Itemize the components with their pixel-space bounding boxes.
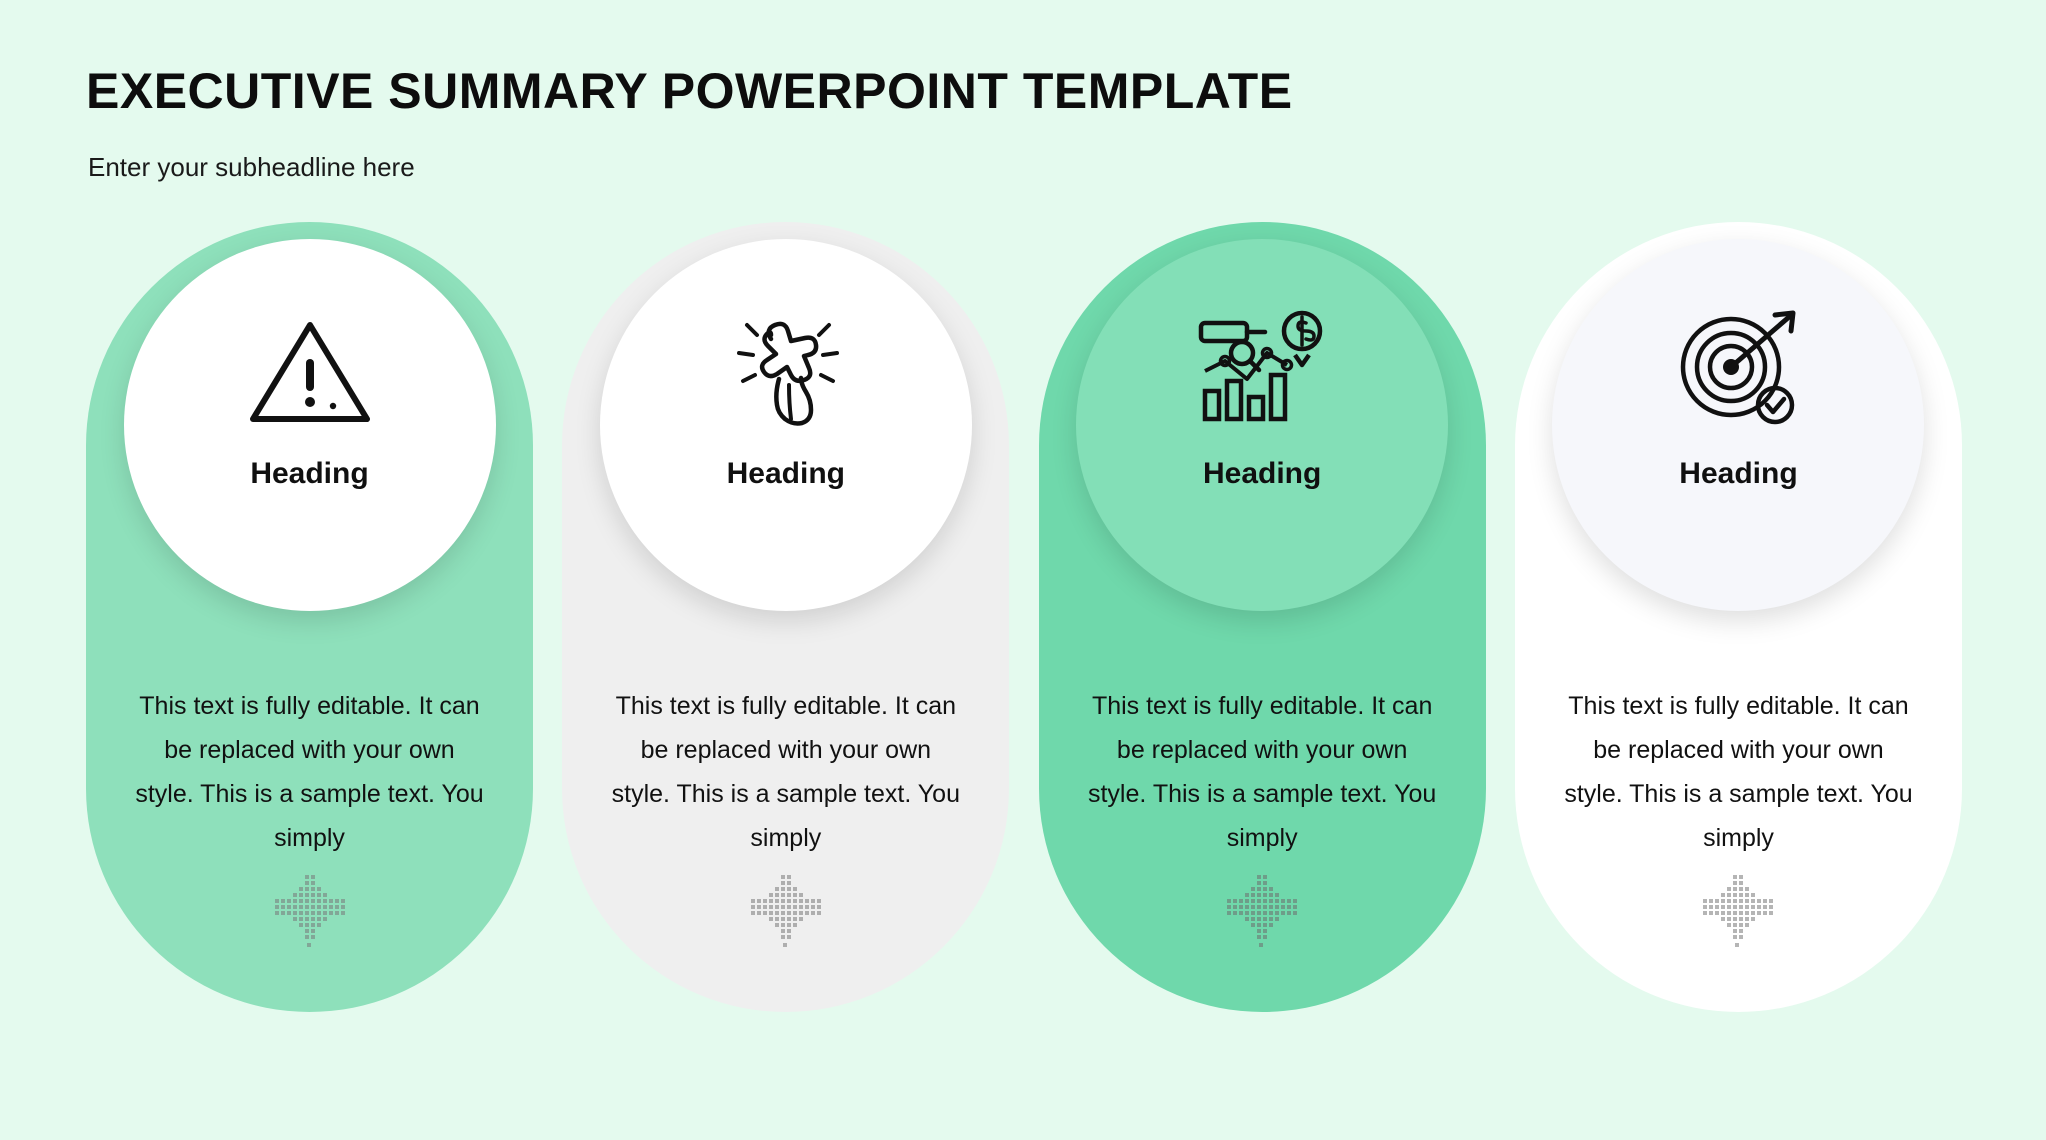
card-2-circle (600, 239, 972, 611)
card-3[interactable] (1039, 222, 1486, 1012)
dotted-plus-ornament (267, 871, 353, 957)
card-3-circle-wrap (1073, 236, 1451, 614)
card-4-circle-wrap (1549, 236, 1927, 614)
dotted-plus-ornament (743, 871, 829, 957)
card-4[interactable] (1515, 222, 1962, 1012)
dotted-plus-ornament (1219, 871, 1305, 957)
card-3-circle (1076, 239, 1448, 611)
warning-triangle-icon (235, 297, 385, 445)
card-3-heading: Heading (1202, 457, 1322, 490)
card-2-heading: Heading (726, 457, 845, 490)
card-2-body: This text is fully editable. It can be replaced with your own style. This is a sample text. You simply (611, 692, 960, 852)
puzzle-piece-idea-icon (711, 297, 861, 445)
page-subtitle: Enter your subheadline here (88, 152, 415, 182)
card-1-circle (124, 239, 496, 611)
cards-row (86, 222, 1962, 1012)
page-title: EXECUTIVE SUMMARY POWERPOINT TEMPLATE (86, 63, 1293, 119)
card-4-heading: Heading (1679, 457, 1798, 490)
card-1[interactable] (86, 222, 533, 1012)
dotted-plus-ornament (1695, 871, 1781, 957)
growth-chart-dollar-icon (1187, 297, 1337, 445)
card-2[interactable] (562, 222, 1009, 1012)
card-1-circle-wrap (121, 236, 499, 614)
target-arrow-check-icon (1663, 297, 1813, 445)
card-4-body: This text is fully editable. It can be replaced with your own style. This is a sample text. You simply (1564, 692, 1913, 852)
card-3-body: This text is fully editable. It can be replaced with your own style. This is a sample text. You simply (1087, 692, 1437, 852)
card-4-circle (1552, 239, 1924, 611)
card-1-heading: Heading (250, 457, 369, 490)
card-1-body: This text is fully editable. It can be replaced with your own style. This is a sample text. You simply (135, 692, 484, 852)
card-2-circle-wrap (597, 236, 975, 614)
